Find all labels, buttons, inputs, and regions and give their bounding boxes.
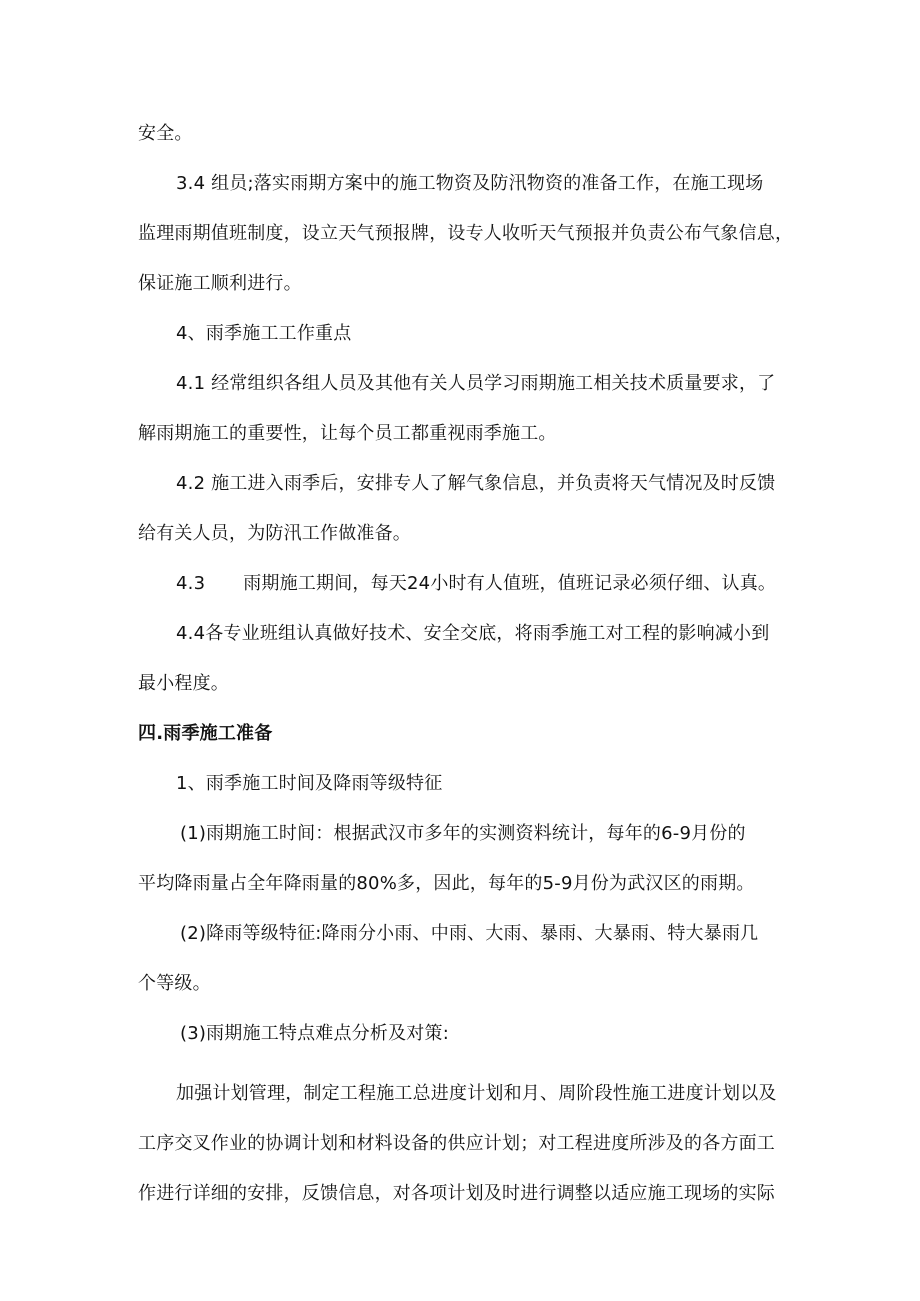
text-line-20: 加强计划管理，制定工程施工总进度计划和月、周阶段性施工进度计划以及 (176, 1083, 777, 1104)
text-line-7: 解雨期施工的重要性，让每个员工都重视雨季施工。 (138, 423, 557, 444)
text-line-9: 给有关人员，为防汛工作做准备。 (138, 523, 411, 544)
subsection-heading-1: 1、雨季施工时间及降雨等级特征 (176, 773, 443, 794)
text-line-10 (176, 572, 826, 596)
text-line-3: 监理雨期值班制度，设立天气预报牌，设专人收听天气预报并负责公布气象信息， (138, 223, 794, 244)
text-line-2: 3.4 组员;落实雨期方案中的施工物资及防汛物资的准备工作，在施工现场 (176, 173, 764, 194)
text-line-18: 个等级。 (138, 973, 211, 994)
text-line-15: (1)雨期施工时间：根据武汉市多年的实测资料统计，每年的6-9月份的 (180, 823, 746, 844)
text-line-17: (2)降雨等级特征:降雨分小雨、中雨、大雨、暴雨、大暴雨、特大暴雨几 (180, 923, 759, 944)
text-line-1: 安全。 (138, 123, 193, 144)
text-line-12: 最小程度。 (138, 673, 229, 694)
item-text-4-3: 雨期施工期间，每天24小时有人值班，值班记录必须仔细、认真。 (243, 573, 777, 594)
section-heading-4: 4、雨季施工工作重点 (176, 323, 352, 344)
text-line-21: 工序交叉作业的协调计划和材料设备的供应计划；对工程进度所涉及的各方面工 (138, 1133, 775, 1154)
text-line-8: 4.2 施工进入雨季后，安排专人了解气象信息，并负责将天气情况及时反馈 (176, 473, 776, 494)
text-line-11: 4.4各专业班组认真做好技术、安全交底，将雨季施工对工程的影响减小到 (176, 623, 770, 644)
section-heading-four: 四.雨季施工准备 (138, 723, 273, 744)
text-line-16: 平均降雨量占全年降雨量的80%多，因此，每年的5-9月份为武汉区的雨期。 (138, 873, 755, 894)
text-line-4: 保证施工顺利进行。 (138, 273, 302, 294)
item-number-4-3: 4.3 (176, 573, 206, 594)
text-line-22: 作进行详细的安排，反馈信息，对各项计划及时进行调整以适应施工现场的实际 (138, 1183, 775, 1204)
text-line-6: 4.1 经常组织各组人员及其他有关人员学习雨期施工相关技术质量要求，了 (176, 373, 776, 394)
text-line-19: (3)雨期施工特点难点分析及对策: (180, 1023, 449, 1044)
